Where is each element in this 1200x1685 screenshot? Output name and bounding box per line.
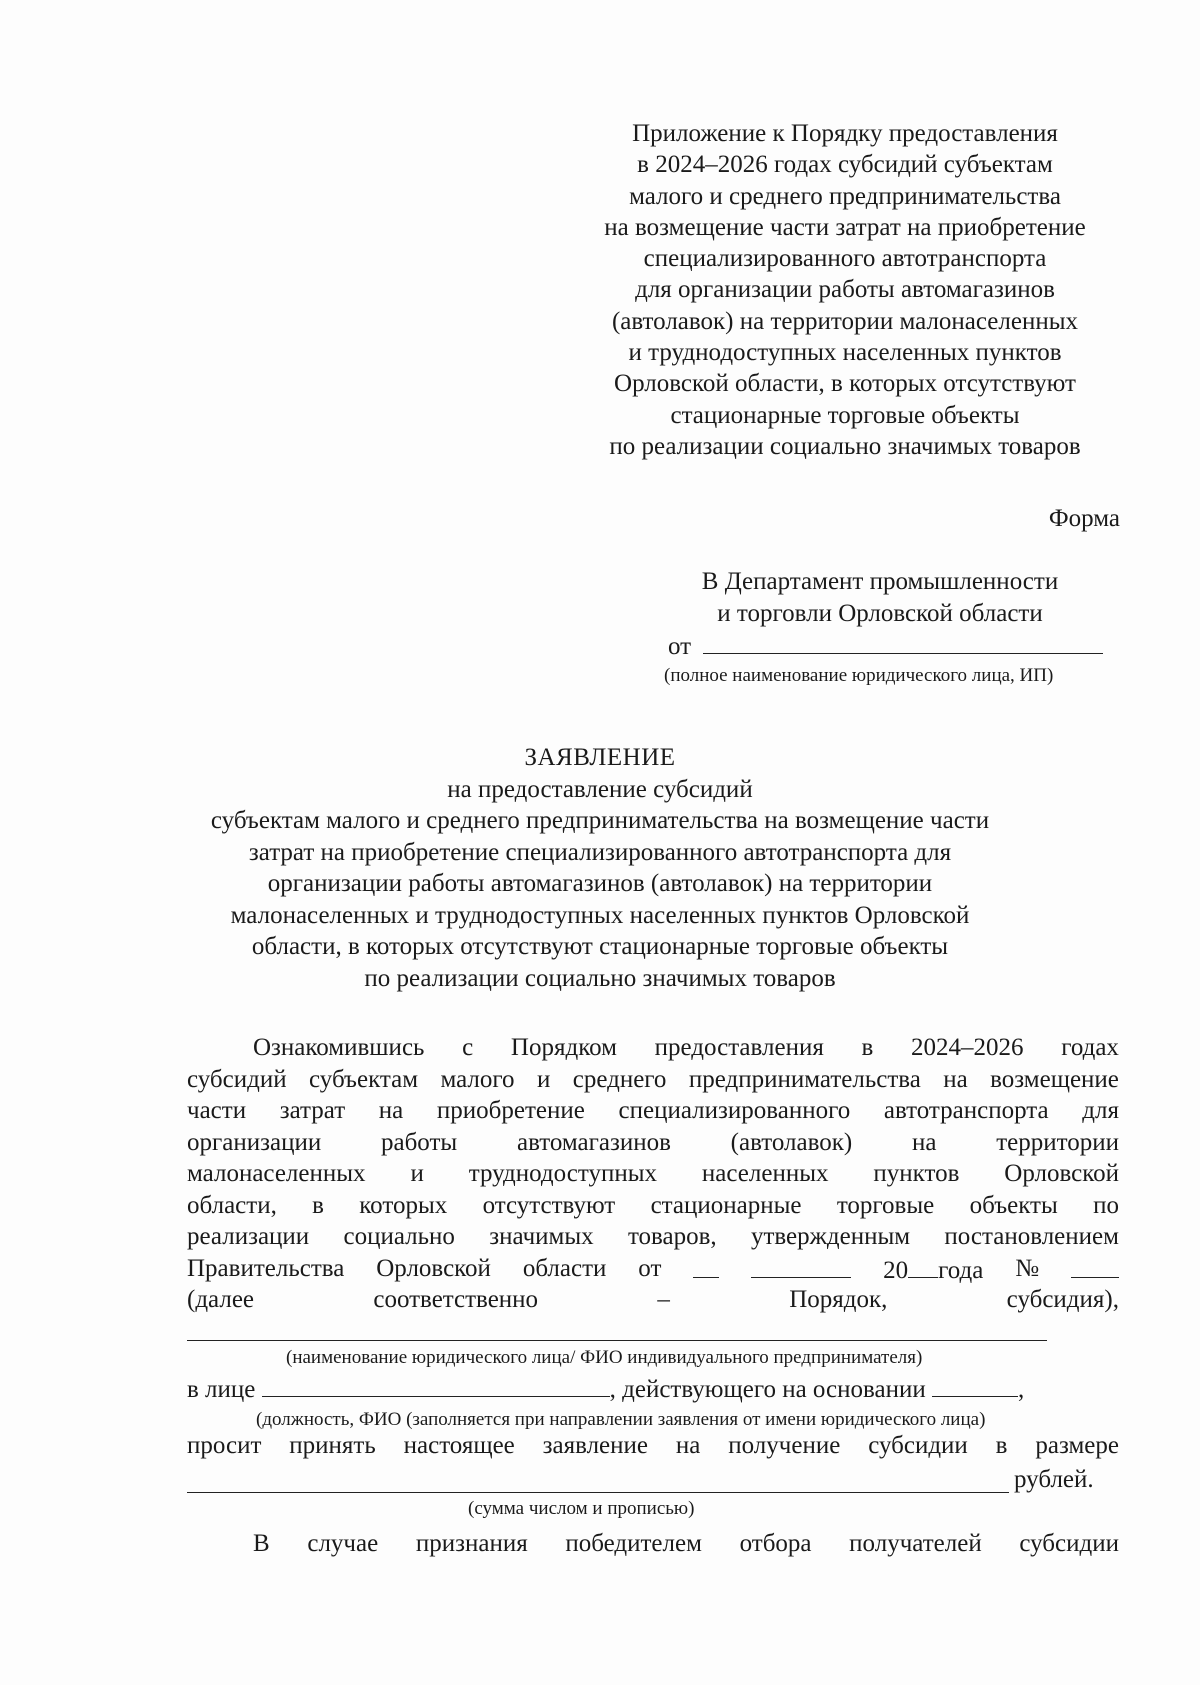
- word: 2024–2026: [911, 1034, 1024, 1061]
- word: значимых: [489, 1223, 594, 1250]
- resolution-year-field: [883, 1253, 983, 1285]
- sum-caption: (сумма числом и прописью): [468, 1498, 695, 1519]
- position-caption: (должность, ФИО (заполняется при направлении заявления от имени юридического лица): [256, 1409, 986, 1430]
- appendix-header: [560, 118, 1130, 462]
- body-line: [187, 1095, 1119, 1127]
- word: заявление: [542, 1432, 649, 1459]
- word: на: [378, 1097, 404, 1124]
- word: Орловской: [1004, 1160, 1119, 1187]
- word: субсидия),: [1006, 1286, 1119, 1313]
- word: Порядком: [510, 1034, 617, 1061]
- acting-label: , действующего на основании: [609, 1376, 926, 1403]
- resolution-year-blank[interactable]: [908, 1253, 938, 1278]
- addressee-block: [640, 566, 1120, 630]
- word: получателей: [849, 1530, 982, 1557]
- appendix-line: в 2024–2026 годах субсидий субъектам: [637, 151, 1053, 179]
- rubles-label: рублей.: [1014, 1466, 1094, 1493]
- word: территории: [996, 1128, 1119, 1156]
- name-caption: (наименование юридического лица/ ФИО индивидуального предпринимателя): [286, 1347, 923, 1368]
- word: отсутствуют: [482, 1191, 616, 1219]
- appendix-line: малого и среднего предпринимательства: [629, 182, 1061, 210]
- title-line: организации работы автомагазинов (автолавок) на территории: [267, 870, 933, 897]
- word: принять: [289, 1432, 376, 1459]
- word: затрат: [279, 1097, 346, 1124]
- word: В: [253, 1530, 270, 1557]
- word: труднодоступных: [468, 1160, 658, 1187]
- from-label: от: [668, 633, 692, 660]
- body-line: [187, 1032, 1119, 1064]
- word: на: [943, 1065, 968, 1093]
- body-line: [187, 1221, 1119, 1253]
- resolution-month-blank[interactable]: [751, 1253, 851, 1278]
- word: Орловской: [376, 1254, 491, 1282]
- title-line: на предоставление субсидий: [447, 775, 753, 803]
- number-sign: №: [1015, 1254, 1040, 1282]
- word: пунктов: [873, 1160, 960, 1187]
- word: случае: [307, 1530, 379, 1557]
- word: и: [410, 1160, 424, 1187]
- appendix-line: Орловской области, в которых отсутствуют: [614, 370, 1076, 398]
- body-line: [253, 1530, 1119, 1558]
- body-line: [187, 1158, 1119, 1190]
- appendix-line: и труднодоступных населенных пунктов: [628, 339, 1062, 367]
- word: субсидий: [187, 1065, 287, 1093]
- title-line: области, в которых отсутствуют стационарные торговые объекты: [251, 933, 949, 960]
- word: и: [536, 1065, 551, 1093]
- word: товаров,: [627, 1223, 717, 1250]
- word: субсидии: [1019, 1530, 1119, 1557]
- word: размере: [1035, 1432, 1119, 1459]
- word: области,: [187, 1191, 277, 1219]
- word: в: [995, 1432, 1008, 1459]
- appendix-line: (автолавок) на территории малонаселенных: [611, 307, 1079, 335]
- appendix-line: специализированного автотранспорта: [643, 245, 1047, 273]
- comma: ,: [1018, 1376, 1025, 1403]
- statement-title-block: [180, 742, 1020, 994]
- word: малонаселенных: [187, 1160, 366, 1187]
- word: постановлением: [944, 1223, 1119, 1250]
- year-prefix: 20: [883, 1256, 909, 1284]
- word: Порядок,: [789, 1286, 888, 1313]
- from-row: [668, 631, 1103, 661]
- word: части: [187, 1097, 247, 1124]
- word: возмещение: [990, 1065, 1119, 1093]
- in-face-label: в лице: [187, 1376, 256, 1403]
- word: населенных: [701, 1160, 829, 1187]
- title-line: субъектам малого и среднего предпринимательства на возмещение части: [210, 807, 990, 834]
- word: (автолавок): [730, 1128, 853, 1156]
- word: объекты: [969, 1191, 1058, 1219]
- word: автомагазинов: [516, 1128, 671, 1156]
- word: реализации: [187, 1223, 310, 1250]
- appendix-line: Приложение к Порядку предоставления: [632, 120, 1058, 147]
- word: с: [462, 1034, 474, 1061]
- word: Правительства: [187, 1254, 345, 1282]
- word: Ознакомившись: [253, 1034, 425, 1061]
- word: соответственно: [373, 1286, 539, 1313]
- appendix-line: для организации работы автомагазинов: [635, 276, 1055, 304]
- subsidy-amount-line[interactable]: [187, 1492, 1009, 1493]
- page-title: ЗАЯВЛЕНИЕ: [524, 744, 676, 771]
- body-line: [187, 1064, 1119, 1096]
- resolution-line: [187, 1253, 1119, 1285]
- word: субъектам: [309, 1065, 419, 1093]
- word: малого: [440, 1065, 515, 1093]
- resolution-number-blank[interactable]: [1071, 1253, 1119, 1278]
- body-line: [187, 1127, 1119, 1159]
- word: для: [1082, 1097, 1119, 1124]
- word: предпринимательства: [688, 1065, 921, 1093]
- year-suffix: года: [938, 1256, 984, 1284]
- word: стационарные: [650, 1191, 802, 1219]
- word: социально: [343, 1223, 455, 1250]
- statement-body: [187, 1032, 1119, 1316]
- applicant-name-blank[interactable]: [703, 631, 1103, 654]
- word: –: [657, 1286, 670, 1313]
- word: по: [1093, 1191, 1119, 1219]
- word: специализированного: [618, 1097, 851, 1124]
- word: предоставления: [654, 1034, 824, 1061]
- from-caption: (полное наименование юридического лица, ИП): [664, 665, 1054, 686]
- word: признания: [415, 1530, 528, 1557]
- appendix-line: на возмещение части затрат на приобретение: [604, 213, 1086, 241]
- word: просит: [187, 1432, 262, 1459]
- addressee-line-2: и торговли Орловской области: [717, 600, 1043, 627]
- basis-blank[interactable]: [932, 1372, 1018, 1397]
- word: организации: [187, 1128, 322, 1156]
- word: в: [312, 1191, 324, 1219]
- word: области: [522, 1254, 607, 1282]
- word: получение: [728, 1432, 841, 1459]
- word: которых: [359, 1191, 448, 1219]
- appendix-line: по реализации социально значимых товаров: [609, 432, 1081, 460]
- word: отбора: [739, 1530, 812, 1557]
- word: работы: [380, 1128, 458, 1156]
- word: торговые: [836, 1191, 935, 1219]
- word: годах: [1061, 1034, 1119, 1061]
- in-face-row: [187, 1372, 1024, 1404]
- title-line: затрат на приобретение специализированного автотранспорта для: [248, 838, 952, 866]
- word: на: [675, 1432, 701, 1459]
- title-line: малонаселенных и труднодоступных населенных пунктов Орловской: [230, 901, 970, 929]
- word: победителем: [565, 1530, 702, 1557]
- body-line: [187, 1284, 1119, 1316]
- word: приобретение: [436, 1097, 585, 1124]
- word: утвержденным: [750, 1223, 911, 1250]
- applicant-name-line[interactable]: [187, 1340, 1047, 1341]
- body-line: [187, 1190, 1119, 1222]
- request-line: [187, 1432, 1119, 1460]
- word: от: [638, 1254, 662, 1282]
- representative-blank[interactable]: [262, 1372, 610, 1397]
- resolution-day-blank[interactable]: [693, 1253, 719, 1278]
- addressee-line-1: В Департамент промышленности: [701, 568, 1059, 595]
- word: в: [861, 1034, 874, 1061]
- word: автотранспорта: [883, 1097, 1049, 1124]
- word: на: [911, 1128, 937, 1156]
- form-label: Форма: [1048, 505, 1120, 532]
- title-line: по реализации социально значимых товаров: [364, 964, 836, 992]
- word: субсидии: [868, 1432, 968, 1459]
- word: среднего: [572, 1065, 667, 1093]
- word: настоящее: [403, 1432, 515, 1459]
- appendix-line: стационарные торговые объекты: [670, 401, 1020, 429]
- word: (далее: [187, 1286, 255, 1313]
